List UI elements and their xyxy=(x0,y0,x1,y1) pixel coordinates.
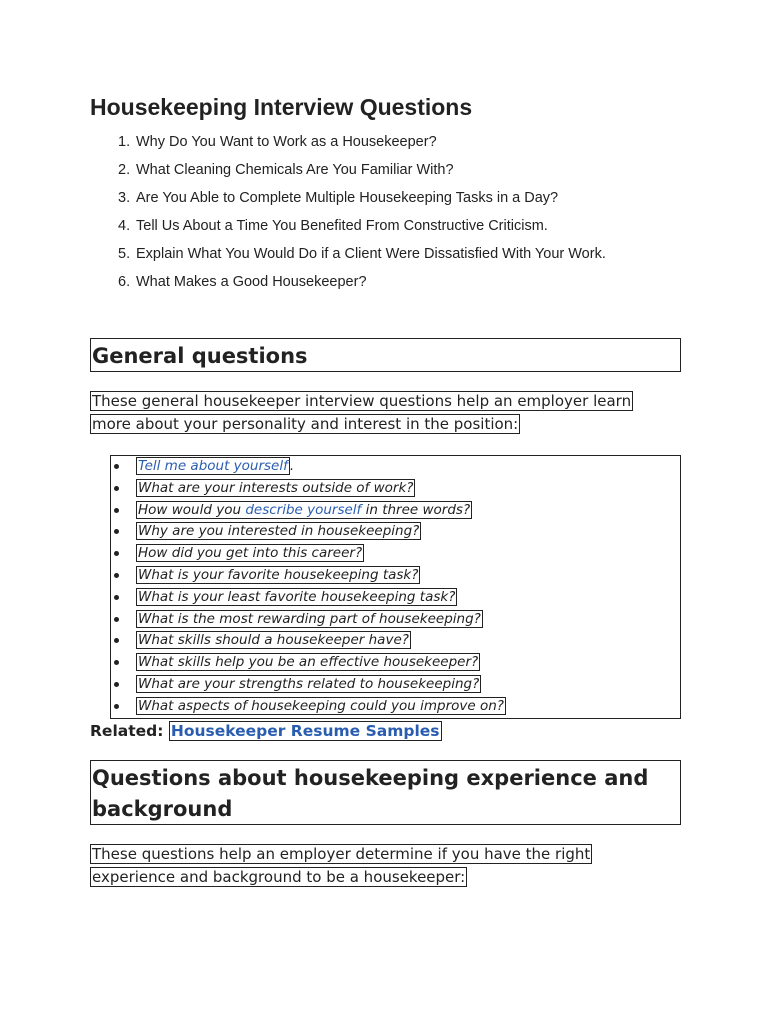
question-text: What is your favorite housekeeping task? xyxy=(138,566,419,583)
general-questions-list xyxy=(112,456,506,718)
toc-list xyxy=(118,132,606,300)
list-item xyxy=(112,630,506,652)
bullet-icon xyxy=(114,551,119,556)
general-intro-text: These general housekeeper interview questions help an employer learn more about your personality and interest in the position: xyxy=(92,392,632,433)
toc-number: 5. xyxy=(118,246,131,262)
bullet-icon xyxy=(114,617,119,622)
bullet-icon xyxy=(114,508,119,513)
tell-me-about-yourself-link[interactable]: Tell me about yourself xyxy=(138,458,288,474)
general-questions-heading: General questions xyxy=(90,338,681,372)
list-item xyxy=(112,543,506,565)
list-item xyxy=(112,478,506,500)
toc-text[interactable]: Tell Us About a Time You Benefited From Constructive Criticism. xyxy=(136,218,548,234)
question-text: Why are you interested in housekeeping? xyxy=(138,523,420,540)
question-text: What are your interests outside of work? xyxy=(138,479,414,496)
list-item xyxy=(112,652,506,674)
toc-item[interactable] xyxy=(118,216,606,244)
list-item xyxy=(112,674,506,696)
toc-text[interactable]: Why Do You Want to Work as a Housekeeper? xyxy=(136,134,437,150)
list-item xyxy=(112,565,506,587)
toc-number: 4. xyxy=(118,218,131,234)
toc-text[interactable]: Are You Able to Complete Multiple Housekeeping Tasks in a Day? xyxy=(136,190,559,206)
question-text xyxy=(136,501,472,519)
list-item xyxy=(112,609,506,631)
toc-number: 2. xyxy=(118,162,131,178)
experience-intro-text: These questions help an employer determine if you have the right experience and background to be a housekeeper: xyxy=(92,845,591,886)
question-text: What is the most rewarding part of housekeeping? xyxy=(138,610,481,627)
list-item xyxy=(112,521,506,543)
list-item xyxy=(112,696,506,718)
list-item xyxy=(112,500,506,522)
toc-item[interactable] xyxy=(118,244,606,272)
related-line xyxy=(90,720,442,742)
experience-intro xyxy=(90,843,670,889)
related-label: Related: xyxy=(90,722,169,740)
question-text: What aspects of housekeeping could you improve on? xyxy=(138,697,504,714)
toc-item[interactable] xyxy=(118,188,606,216)
question-text: What are your strengths related to housekeeping? xyxy=(138,675,480,692)
toc-text[interactable]: Explain What You Would Do if a Client Were Dissatisfied With Your Work. xyxy=(136,246,606,262)
toc-number: 6. xyxy=(118,274,131,290)
toc-item[interactable] xyxy=(118,132,606,160)
list-item xyxy=(112,456,506,478)
question-punctuation: . xyxy=(289,458,295,474)
bullet-icon xyxy=(114,486,119,491)
toc-number: 3. xyxy=(118,190,131,206)
toc-text[interactable]: What Makes a Good Housekeeper? xyxy=(136,274,367,290)
toc-text[interactable]: What Cleaning Chemicals Are You Familiar With? xyxy=(136,162,454,178)
list-item xyxy=(112,587,506,609)
experience-questions-heading: Questions about housekeeping experience and background xyxy=(90,760,681,825)
describe-yourself-link[interactable]: describe yourself xyxy=(245,501,362,518)
question-text: How did you get into this career? xyxy=(138,545,363,562)
bullet-icon xyxy=(114,573,119,578)
bullet-icon xyxy=(114,660,119,665)
question-text-post: in three words? xyxy=(361,501,471,518)
bullet-icon xyxy=(114,595,119,600)
question-text-pre: How would you xyxy=(138,501,246,518)
toc-item[interactable] xyxy=(118,272,606,300)
question-text: What skills help you be an effective housekeeper? xyxy=(138,654,479,671)
question-text: What skills should a housekeeper have? xyxy=(138,632,409,649)
page-title: Housekeeping Interview Questions xyxy=(90,94,473,120)
bullet-icon xyxy=(114,682,119,687)
bullet-icon xyxy=(114,638,119,643)
general-intro xyxy=(90,390,670,436)
bullet-icon xyxy=(114,704,119,709)
question-text: What is your least favorite housekeeping task? xyxy=(138,588,456,605)
toc-number: 1. xyxy=(118,134,131,150)
housekeeper-resume-samples-link[interactable]: Housekeeper Resume Samples xyxy=(170,722,440,740)
bullet-icon xyxy=(114,464,119,469)
bullet-icon xyxy=(114,529,119,534)
toc-item[interactable] xyxy=(118,160,606,188)
